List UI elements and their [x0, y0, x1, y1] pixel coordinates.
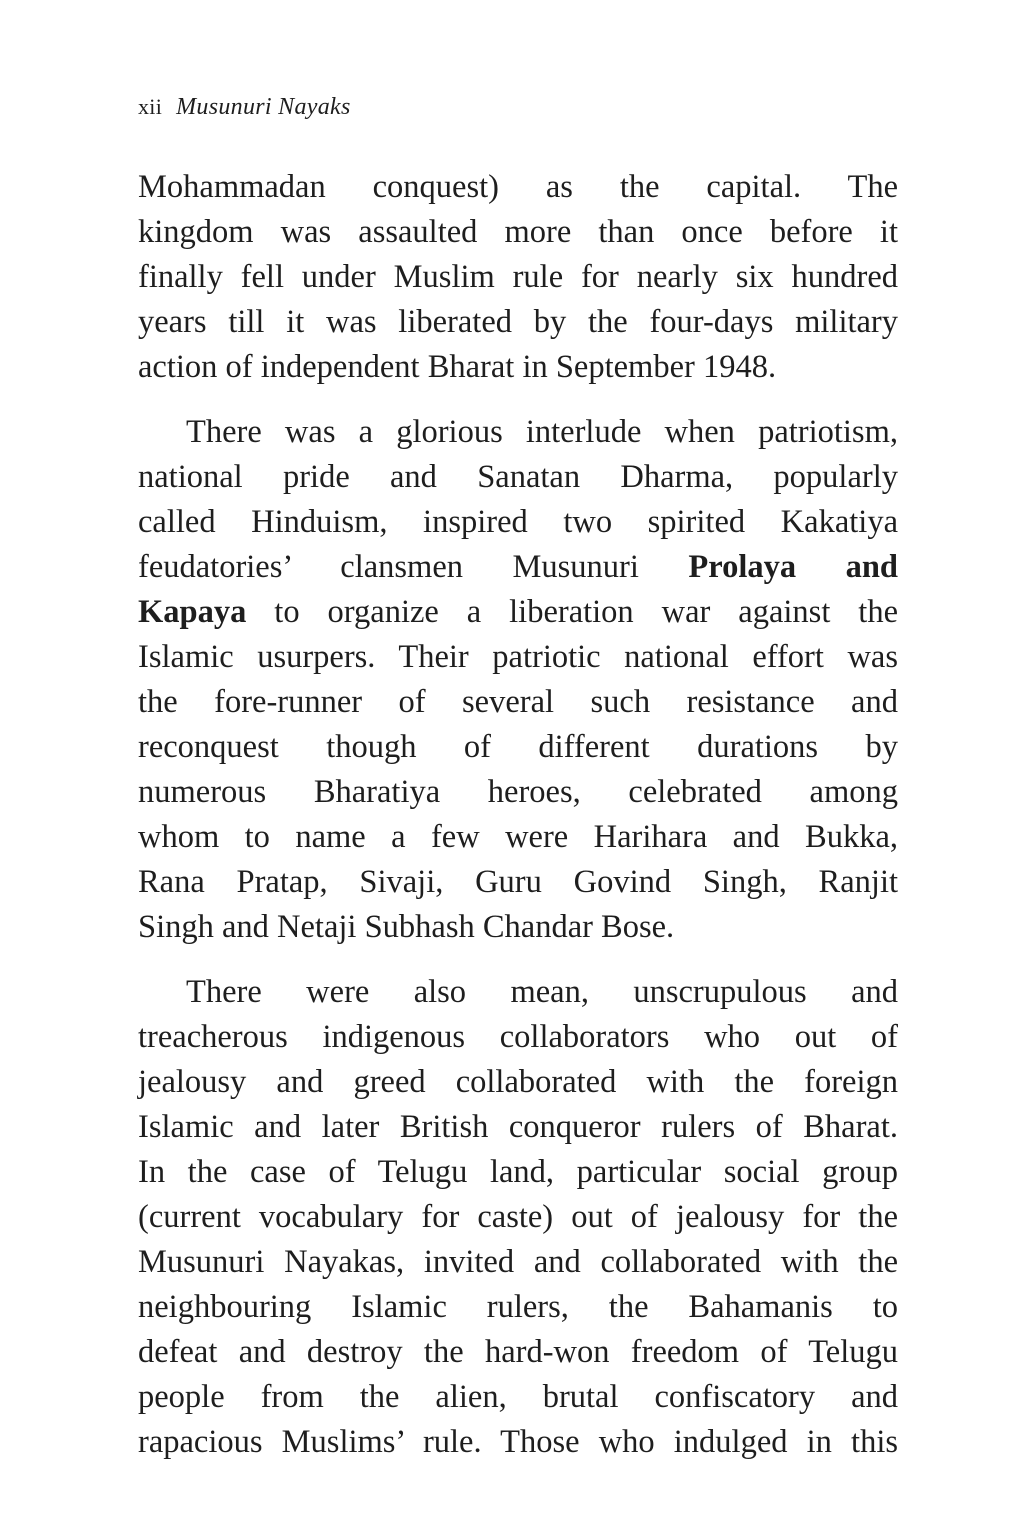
text-line: Mohammadan conquest) as the capital. The [138, 169, 898, 205]
text-line: people from the alien, brutal confiscatory and [138, 1379, 898, 1415]
text-line-with-bold [138, 590, 898, 635]
text-line: numerous Bharatiya heroes, celebrated among [138, 774, 898, 810]
text-line: Rana Pratap, Sivaji, Guru Govind Singh, Ranjit [138, 864, 898, 900]
text-run: to organize a liberation war against the [246, 594, 898, 630]
text-run: feudatories’ clansmen Musunuri [138, 549, 689, 585]
book-title: Musunuri Nayaks [176, 94, 351, 120]
text-line: finally fell under Muslim rule for nearly six hundred [138, 259, 898, 295]
text-line-with-bold [138, 545, 898, 590]
running-head [138, 90, 351, 124]
text-line: (current vocabulary for caste) out of jealousy for the [138, 1199, 898, 1235]
text-line: jealousy and greed collaborated with the foreign [138, 1064, 898, 1100]
text-line: whom to name a few were Harihara and Bukka, [138, 819, 898, 855]
text-line: There was a glorious interlude when patriotism, [186, 414, 898, 450]
page-number: xii [138, 94, 163, 119]
bold-name-prolaya: Prolaya and [688, 549, 898, 585]
text-line: years till it was liberated by the four-days military [138, 304, 898, 340]
text-line: reconquest though of different durations by [138, 729, 898, 765]
text-line: There were also mean, unscrupulous and [186, 974, 898, 1010]
body-text [138, 165, 898, 1465]
paragraph-1 [138, 165, 898, 390]
text-line: action of independent Bharat in September 1948. [138, 349, 777, 385]
text-line: Musunuri Nayakas, invited and collaborated with the [138, 1244, 898, 1280]
text-line: rapacious Muslims’ rule. Those who indulged in this [138, 1424, 898, 1460]
bold-name-kapaya: Kapaya [138, 594, 247, 630]
text-line: Islamic and later British conqueror rulers of Bharat. [138, 1109, 898, 1145]
text-line: defeat and destroy the hard-won freedom of Telugu [138, 1334, 898, 1370]
paragraph-2 [138, 410, 898, 950]
text-line: Islamic usurpers. Their patriotic national effort was [138, 639, 898, 675]
text-line: kingdom was assaulted more than once before it [138, 214, 898, 250]
text-line: treacherous indigenous collaborators who out of [138, 1019, 898, 1055]
text-line: neighbouring Islamic rulers, the Bahamanis to [138, 1289, 898, 1325]
paragraph-3 [138, 970, 898, 1465]
text-line: In the case of Telugu land, particular social group [138, 1154, 898, 1190]
text-line: the fore-runner of several such resistance and [138, 684, 898, 720]
text-line: called Hinduism, inspired two spirited Kakatiya [138, 504, 898, 540]
text-line: national pride and Sanatan Dharma, popularly [138, 459, 898, 495]
text-line: Singh and Netaji Subhash Chandar Bose. [138, 909, 675, 945]
